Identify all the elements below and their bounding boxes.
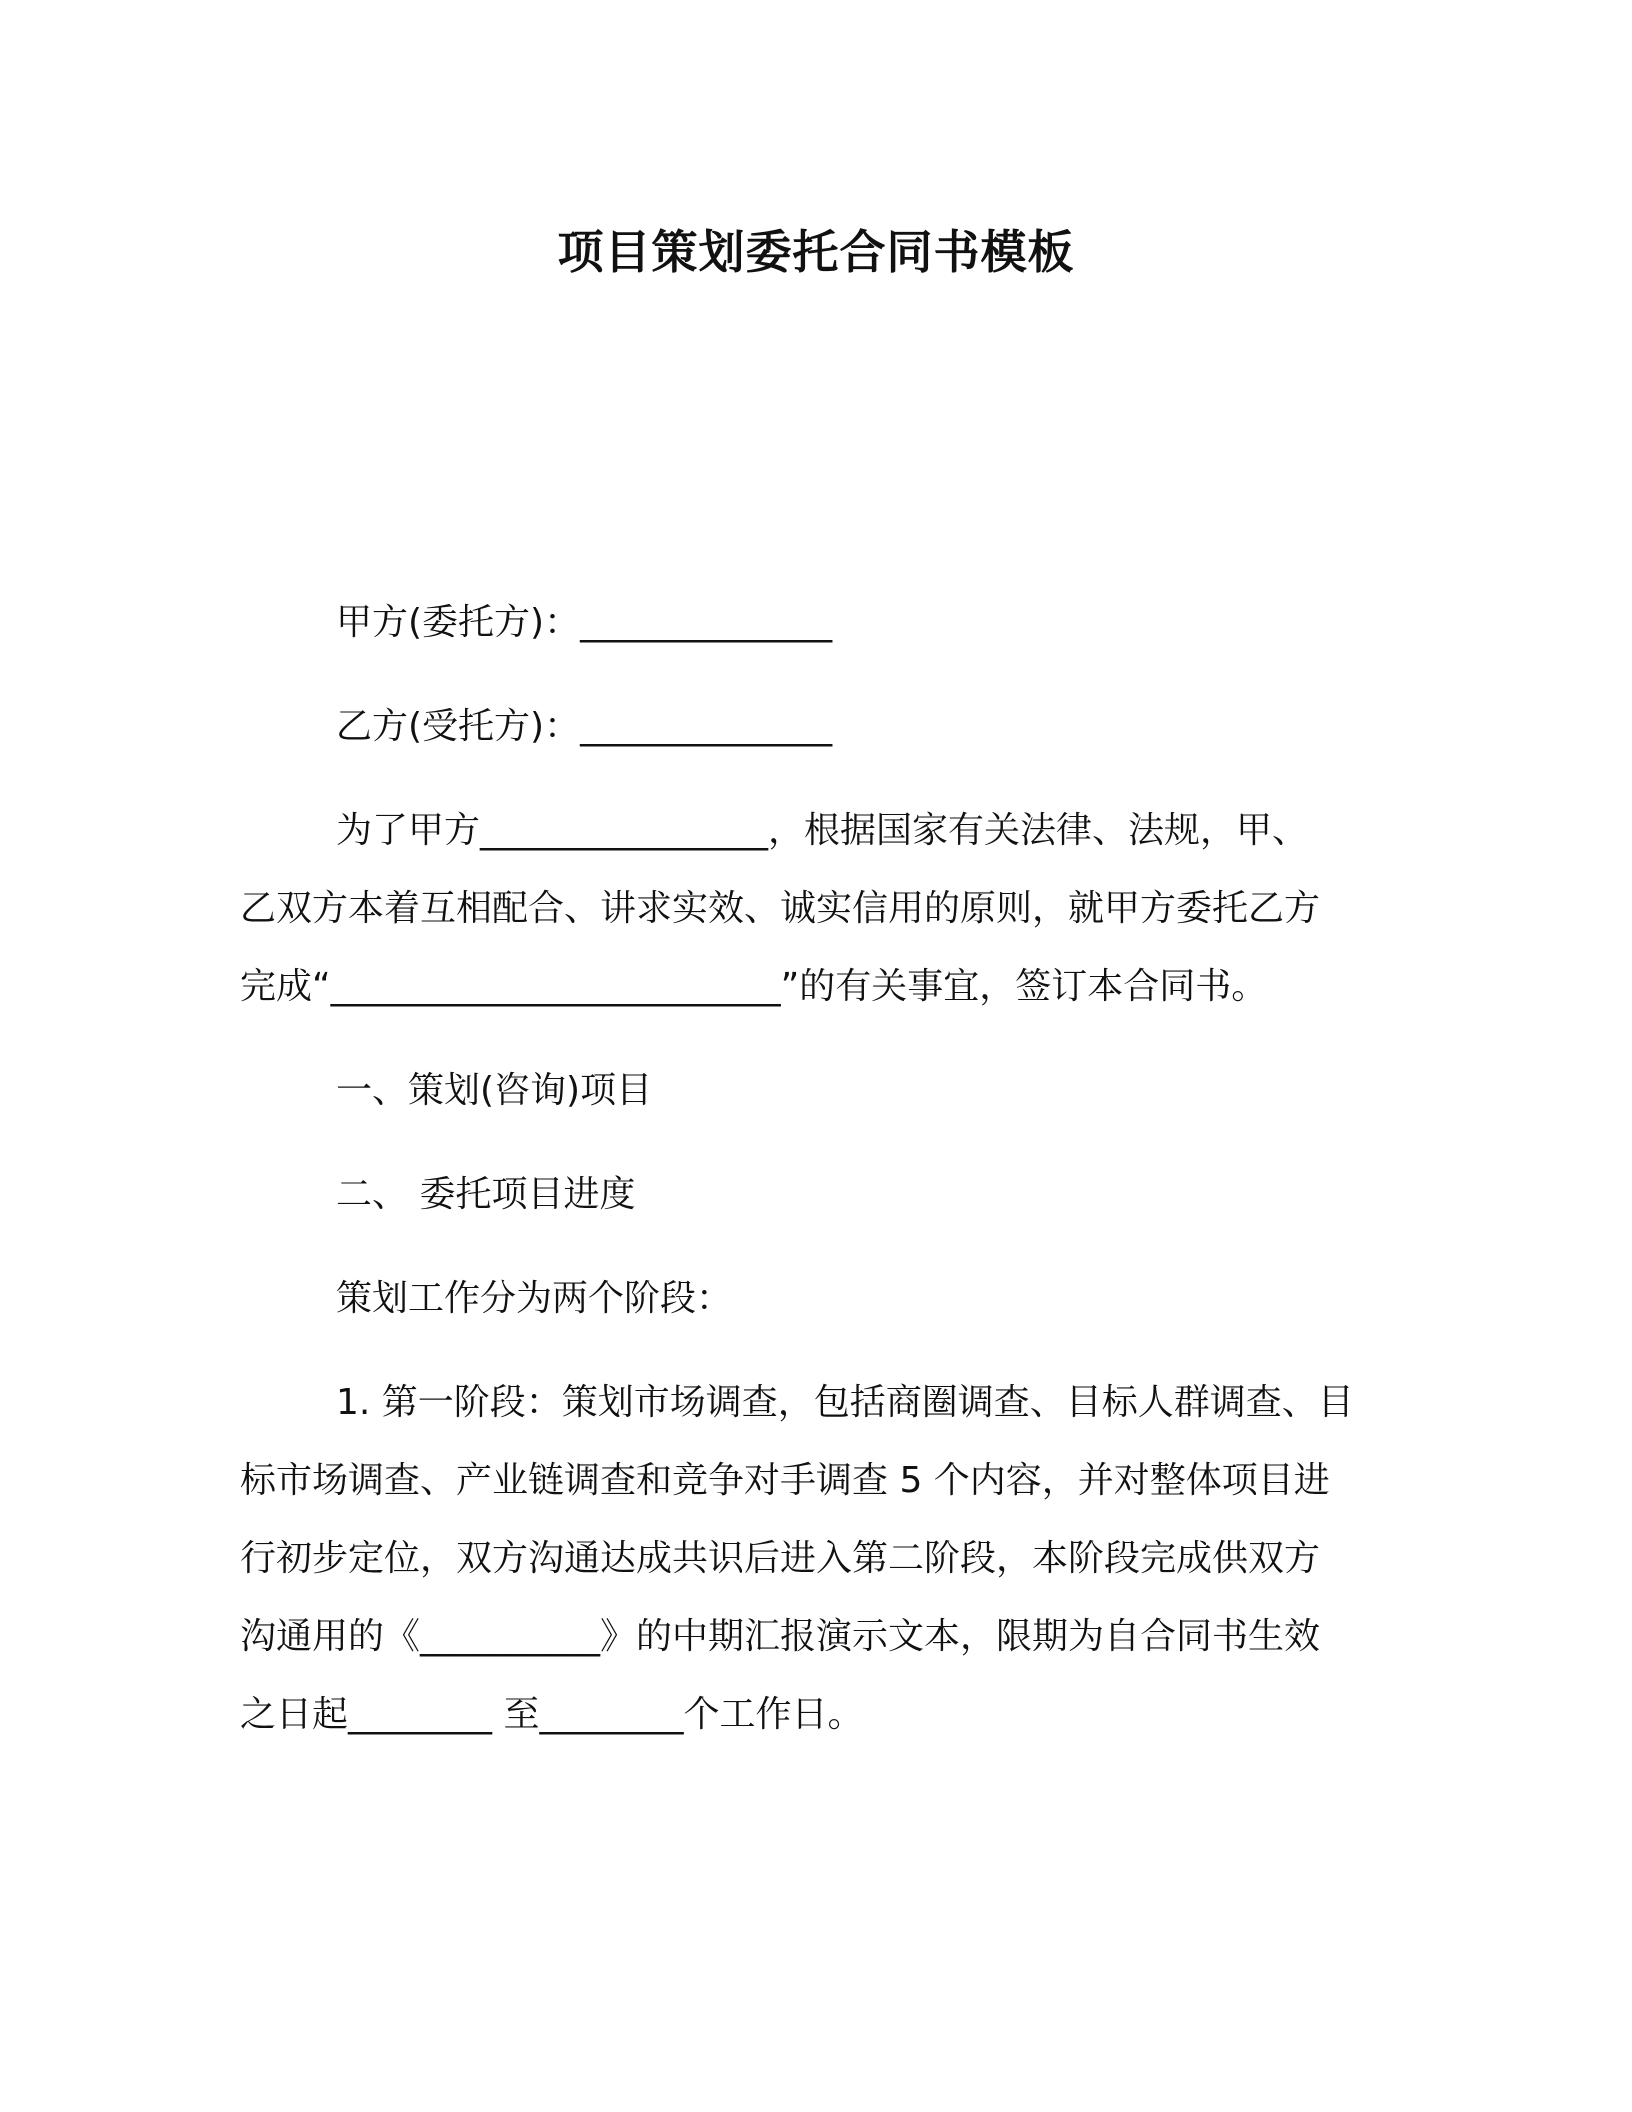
stage-1-paragraph-line: 之日起________ 至________个工作日。 [240,1694,864,1735]
stage-1-paragraph-line: 行初步定位，双方沟通达成共识后进入第二阶段，本阶段完成供双方 [240,1538,1321,1579]
party-a-line: 甲方(委托方)：______________ [336,602,833,643]
stage-1-paragraph-line: 标市场调查、产业链调查和竞争对手调查 5 个内容，并对整体项目进 [240,1460,1330,1501]
section-heading-2: 二、 委托项目进度 [336,1174,636,1215]
party-b-line: 乙方(受托方)：______________ [336,706,833,747]
intro-paragraph-line: 乙双方本着互相配合、讲求实效、诚实信用的原则，就甲方委托乙方 [240,888,1321,929]
intro-paragraph-line: 完成“_________________________”的有关事宜，签订本合同书。 [240,966,1268,1007]
stage-1-paragraph-line: 1. 第一阶段：策划市场调查，包括商圈调查、目标人群调查、目 [336,1382,1354,1423]
stages-intro: 策划工作分为两个阶段： [336,1278,733,1319]
stage-1-paragraph-line: 沟通用的《__________》的中期汇报演示文本，限期为自合同书生效 [240,1616,1321,1657]
document-title: 项目策划委托合同书模板 [557,225,1075,279]
section-heading-1: 一、策划(咨询)项目 [336,1070,653,1111]
document-body [240,584,1380,1754]
intro-paragraph-line: 为了甲方________________，根据国家有关法律、法规，甲、 [336,810,1309,851]
